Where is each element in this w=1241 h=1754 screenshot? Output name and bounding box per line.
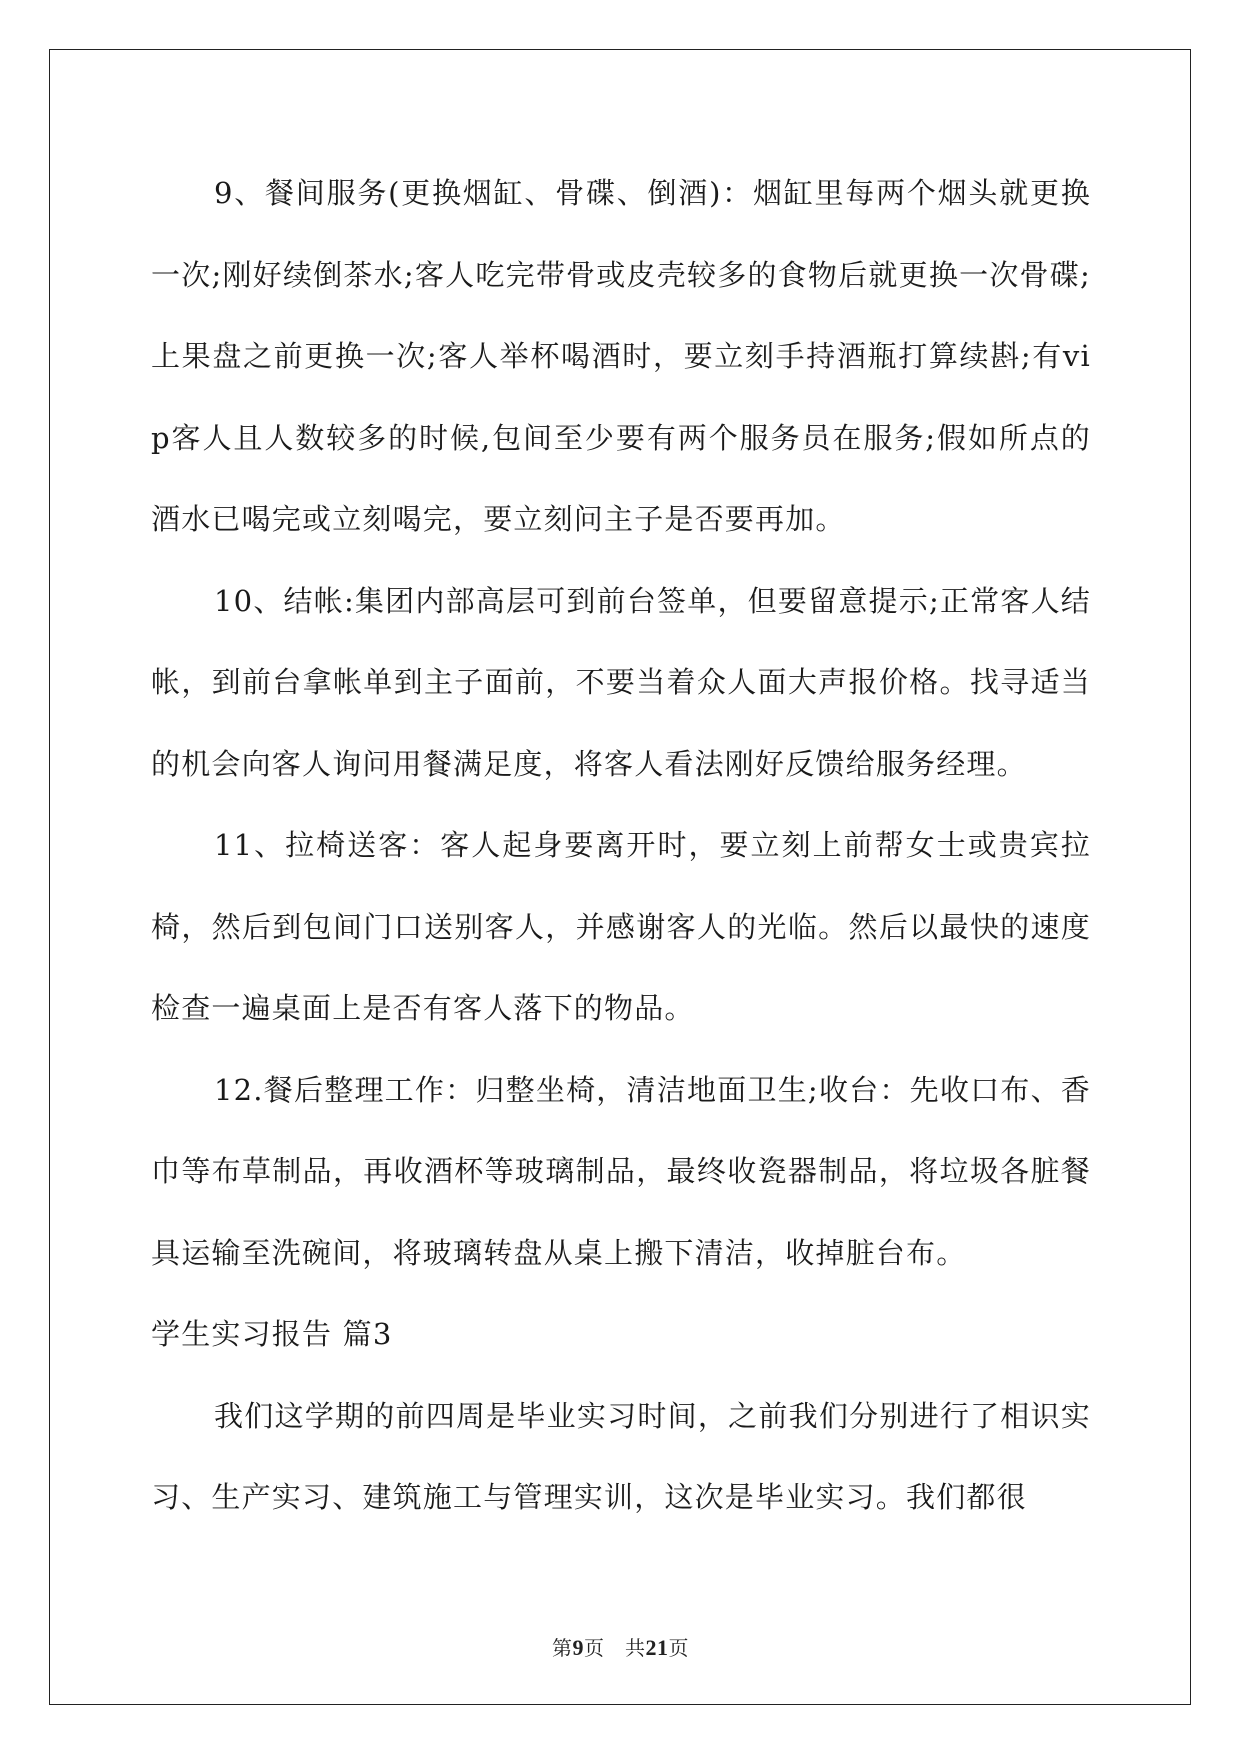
document-body bbox=[151, 153, 1091, 1539]
paragraph-11-seeing-off-guests: 11、拉椅送客：客人起身要离开时，要立刻上前帮女士或贵宾拉椅，然后到包间门口送别客人，并感谢客人的光临。然后以最快的速度检查一遍桌面上是否有客人落下的物品。 bbox=[151, 828, 1091, 1025]
section-heading: 学生实习报告 篇3 bbox=[151, 1317, 393, 1351]
paragraph-12-post-meal-cleanup: 12.餐后整理工作：归整坐椅，清洁地面卫生;收台：先收口布、香巾等布草制品，再收酒杯等玻璃制品，最终收瓷器制品，将垃圾各脏餐具运输至洗碗间，将玻璃转盘从桌上搬下清洁，收掉脏台布。 bbox=[151, 1072, 1091, 1270]
footer-page-number: 9 bbox=[572, 1635, 584, 1660]
paragraph-9-table-service: 9、餐间服务(更换烟缸、骨碟、倒酒)：烟缸里每两个烟头就更换一次;刚好续倒茶水;客人吃完带骨或皮壳较多的食物后就更换一次骨碟;上果盘之前更换一次;客人举杯喝酒时，要立刻手持酒瓶打算续斟;有vip客人且人数较多的时候,包间至少要有两个服务员在服务;假如所点的酒水已喝完或立刻喝完，要立刻问主子是否要再加。 bbox=[151, 176, 1091, 536]
page-footer bbox=[0, 1632, 1241, 1661]
footer-suffix: 页 bbox=[668, 1638, 689, 1660]
footer-middle: 页 共 bbox=[584, 1638, 646, 1660]
footer-total-pages: 21 bbox=[645, 1635, 669, 1660]
paragraph-internship-intro: 我们这学期的前四周是毕业实习时间，之前我们分别进行了相识实习、生产实习、建筑施工与管理实训，这次是毕业实习。我们都很 bbox=[151, 1398, 1091, 1514]
footer-prefix: 第 bbox=[552, 1638, 573, 1660]
paragraph-10-checkout: 10、结帐:集团内部高层可到前台签单，但要留意提示;正常客人结帐，到前台拿帐单到主子面前，不要当着众人面大声报价格。找寻适当的机会向客人询问用餐满足度，将客人看法刚好反馈给服务经理。 bbox=[151, 583, 1091, 781]
